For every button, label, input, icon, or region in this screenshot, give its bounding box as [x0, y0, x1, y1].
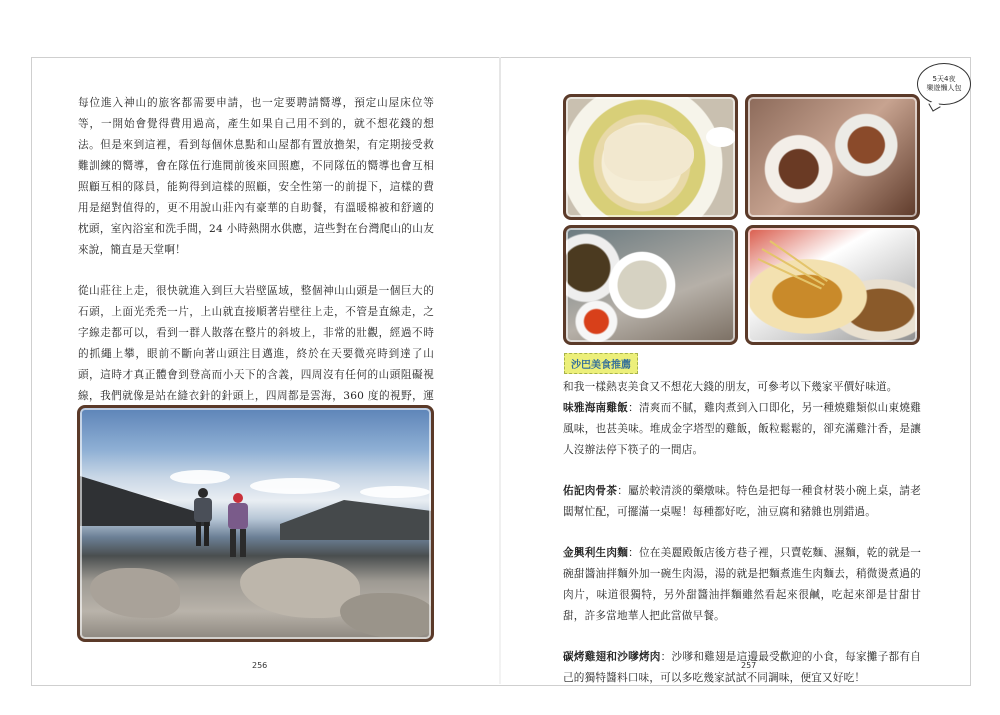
restaurant-name: 金興利生肉麵	[563, 547, 629, 559]
page-gutter	[499, 57, 501, 684]
restaurant-name: 味雅海南雞飯	[563, 402, 629, 414]
photo-bak-kut-teh	[745, 94, 920, 220]
restaurant-item	[563, 398, 921, 461]
badge-line-1: 5天4夜	[932, 75, 956, 83]
left-paragraph-2: 從山莊往上走，很快就進入到巨大岩壁區域，整個神山山頭是一個巨大的石頭，上面光禿禿一片，上山就直接順著岩壁往上走，不管是直線走，之字線走都可以，看到一群人散落在整片的斜坡上，非常的壯觀，經過不時的抓繩上攀，眼前不斷向著山頭注目邁進，終於在天要微亮時到達了山頭，這時才真正體會到登高而小天下的含義，四周沒有任何的山頭阻礙視線，我們就像是站在縫衣針的針頭上，四周都是雲海，360 度的視野，運	[78, 285, 434, 402]
restaurant-desc: ：沙嗲和雞翅是這邊最受歡迎的小食，每家攤子都有自己的獨特醬料口味，可以多吃幾家試試不同調味，便宜又好吃！	[563, 651, 921, 684]
photo-chicken-rice	[563, 94, 738, 220]
left-body-text	[78, 93, 434, 448]
mountain-summit-photo	[77, 405, 434, 642]
trip-badge	[917, 63, 971, 105]
restaurant-name: 碳烤雞翅和沙嗲烤肉	[563, 651, 661, 663]
restaurant-item	[563, 481, 921, 523]
page-number-right: 257	[741, 661, 757, 670]
photo-satay	[745, 225, 920, 345]
section-tag: 沙巴美食推薦	[564, 353, 638, 374]
intro-text: 和我一樣熱衷美食又不想花大錢的朋友，可參考以下幾家平價好味道。	[563, 381, 898, 393]
restaurant-desc: ：屬於較清淡的藥燉味。特色是把每一種食材裝小碗上桌，請老闆幫忙配，可擺滿一桌喔！每種都好吃，油豆腐和豬雜也別錯過。	[563, 485, 921, 518]
restaurant-item	[563, 543, 921, 627]
restaurant-desc: ：位在美麗殿飯店後方巷子裡，只賣乾麵、濕麵，乾的就是一碗甜醬油拌麵外加一碗生肉湯，湯的就是把麵煮進生肉麵去，稍微燙煮過的肉片，味道很獨特，另外甜醬油拌麵雖然看起來很鹹，吃起來卻是甘甜甘甜，許多當地華人把此當做早餐。	[563, 547, 921, 622]
restaurant-desc: ：清爽而不膩，雞肉煮到入口即化，另一種燒雞類似山東燒雞風味，也甚美味。堆成金字塔型的雞飯，飯粒鬆鬆的，卻充滿雞汁香，是讓人沒辦法停下筷子的一間店。	[563, 402, 921, 456]
left-paragraph-1: 每位進入神山的旅客都需要申請，也一定要聘請嚮導，預定山屋床位等等，一開始會覺得費用過高，產生如果自己用不到的，就不想花錢的想法。但是來到這裡，看到每個休息點和山屋都有置放擔架，有定期接受救難訓練的嚮導，會在隊伍行進間前後來回照應，不同隊伍的嚮導也會互相照顧互相的隊員，能夠得到這樣的照顧，安全性第一的前提下，這樣的費用是絕對值得的，更不用說山莊內有豪華的自助餐，有溫暖棉被和舒適的枕頭，室內浴室和洗手間，24 小時熱開水供應，這些對在台灣爬山的山友來說，簡直是天堂啊！	[78, 97, 434, 256]
photo-noodle-soup	[563, 225, 738, 345]
page-number-left: 256	[252, 661, 268, 670]
right-body-text	[563, 377, 921, 709]
restaurant-name: 佑記肉骨茶	[563, 485, 618, 497]
badge-line-2: 樂遊懶人包	[926, 84, 962, 92]
